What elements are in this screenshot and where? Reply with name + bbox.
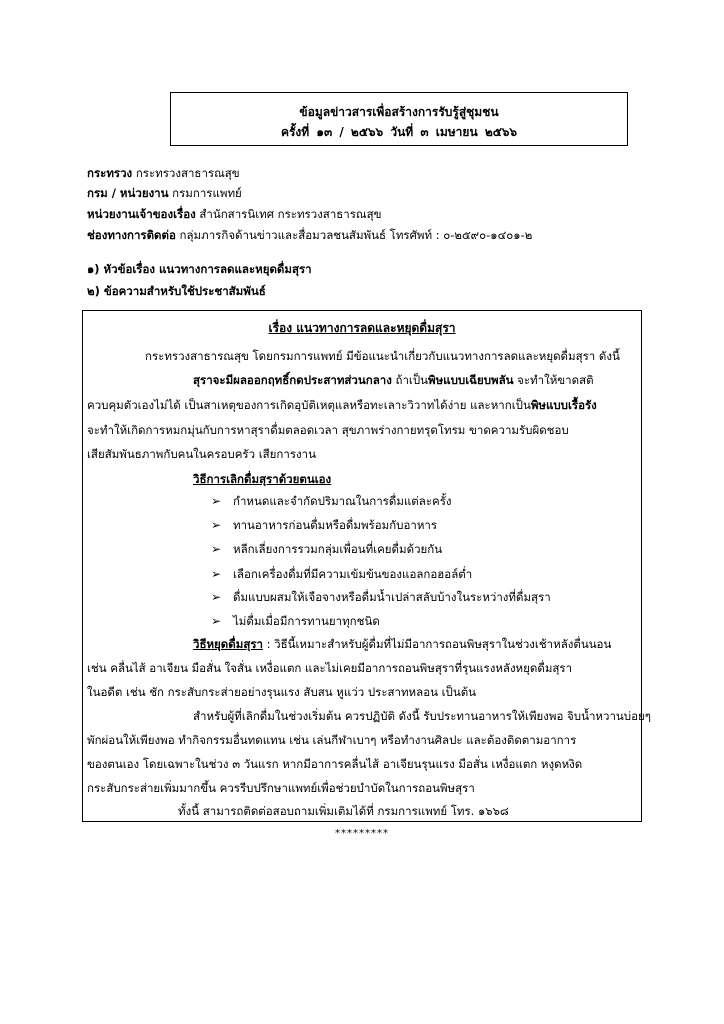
- arrow-bullet-icon: ➢: [211, 567, 222, 581]
- content-box: [82, 310, 651, 822]
- arrow-bullet-icon: ➢: [211, 542, 222, 556]
- para1-mid: ถ้าเป็น: [391, 373, 429, 387]
- meta-contact-label: ช่องทางการติดต่อ: [87, 228, 176, 242]
- bullet-item: ➢ เลือกเครื่องดื่มที่มีความเข้มข้นของแอลกอฮอล์ต่ำ: [211, 567, 473, 581]
- header-issue-date: ครั้งที่ ๑๓ / ๒๕๖๖ วันที่ ๓ เมษายน ๒๕๖๖: [280, 125, 518, 139]
- bullet-item: ➢ หลีกเลี่ยงการรวมกลุ่มเพื่อนที่เคยดื่มด้วยกัน: [211, 542, 443, 556]
- topic-2: ๒) ข้อความสำหรับใช้ประชาสัมพันธ์: [87, 284, 266, 298]
- para1-line3: [87, 397, 597, 415]
- para1-bold-chronic: พิษแบบเรื้อรัง: [530, 398, 597, 412]
- arrow-bullet-icon: ➢: [211, 614, 222, 628]
- header-title: ข้อมูลข่าวสารเพื่อสร้างการรับรู้สู่ชุมชน: [299, 105, 499, 119]
- closing-line: ทั้งนี้ สามารถติดต่อสอบถามเพิ่มเติมได้ที่ กรมการแพทย์ โทร. ๑๖๖๘: [178, 804, 509, 818]
- stop-line3: ในอดีต เช่น ชัก กระสับกระส่ายอย่างรุนแรง สับสน หูแว่ว ประสาทหลอน เป็นต้น: [87, 685, 477, 699]
- stop-line1-text: : วิธีนี้เหมาะสำหรับผู้ดื่มที่ไม่มีอาการถอนพิษสุราในช่วงเช้าหลังตื่นนอน: [262, 637, 612, 651]
- para3-line3: ของตนเอง โดยเฉพาะในช่วง ๓ วันแรก หากมีอาการคลื่นไส้ อาเจียนรุนแรง มือสั่น เหงื่อแตก หงุดหงิด: [87, 757, 583, 771]
- para1-line1: กระทรวงสาธารณสุข โดยกรมการแพทย์ มีข้อแนะนำเกี่ยวกับแนวทางการลดและหยุดดื่มสุรา ดังนี้: [145, 349, 620, 363]
- stop-heading: วิธีหยุดดื่มสุรา: [193, 637, 263, 651]
- bullet-item: ➢ ทานอาหารก่อนดื่มหรือดื่มพร้อมกับอาหาร: [211, 518, 438, 532]
- bullet-item: ➢ ไม่ดื่มเมื่อมีการทานยาทุกชนิด: [211, 614, 380, 628]
- arrow-bullet-icon: ➢: [211, 494, 222, 508]
- document-header-box: [170, 92, 628, 146]
- meta-contact-value: กลุ่มภารกิจด้านข่าวและสื่อมวลชนสัมพันธ์ โทรศัพท์ : ๐-๒๕๙๐-๑๔๐๑-๒: [179, 228, 533, 242]
- para1-end: จะทำให้ขาดสติ: [513, 373, 594, 387]
- para1-line2: [193, 372, 594, 390]
- meta-dept: [87, 185, 242, 203]
- arrow-bullet-icon: ➢: [211, 518, 222, 532]
- stop-line1: [193, 636, 611, 654]
- para3-line2: พักผ่อนให้เพียงพอ ทำกิจกรรมอื่นทดแทน เช่น เล่นกีฬาเบาๆ หรือทำงานศิลปะ และต้องติดตามอาการ: [87, 733, 577, 747]
- meta-ministry: [87, 165, 240, 183]
- meta-ministry-value: กระทรวงสาธารณสุข: [135, 166, 240, 180]
- para1-line4: จะทำให้เกิดการหมกมุ่นกับการหาสุราดื่มตลอดเวลา สุขภาพร่างกายทรุดโทรม ขาดความรับผิดชอบ: [87, 423, 569, 437]
- content-title: เรื่อง แนวทางการลดและหยุดดื่มสุรา: [268, 321, 456, 335]
- para3-line4: กระสับกระส่ายเพิ่มมากขึ้น ควรรีบปรึกษาแพทย์เพื่อช่วยบำบัดในการถอนพิษสุรา: [87, 781, 475, 795]
- meta-contact: [87, 227, 532, 245]
- arrow-bullet-icon: ➢: [211, 590, 222, 604]
- meta-ministry-label: กระทรวง: [87, 166, 133, 180]
- meta-dept-label: กรม / หน่วยงาน: [87, 186, 169, 200]
- meta-owner: [87, 206, 381, 224]
- meta-owner-value: สำนักสารนิเทศ กระทรวงสาธารณสุข: [199, 207, 382, 221]
- para3-line1: สำหรับผู้ที่เลิกดื่มในช่วงเริ่มต้น ควรปฏิบัติ ดังนี้ รับประทานอาหารให้เพียงพอ จิบน้ำหวานบ่อยๆ: [193, 709, 651, 723]
- meta-dept-value: กรมการแพทย์: [172, 186, 242, 200]
- stop-line2: เช่น คลื่นไส้ อาเจียน มือสั่น ใจสั่น เหงื่อแตก และไม่เคยมีอาการถอนพิษสุราที่รุนแรงหลังหยุดดื่มสุรา: [87, 661, 573, 675]
- bullet-item: ➢ กำหนดและจำกัดปริมาณในการดื่มแต่ละครั้ง: [211, 494, 452, 508]
- para1-line3-text: ควบคุมตัวเองไม่ได้ เป็นสาเหตุของการเกิดอุบัติเหตุแลหรือทะเลาะวิวาทได้ง่าย และหากเป็น: [87, 398, 531, 412]
- self-quit-heading: วิธีการเลิกดื่มสุราด้วยตนเอง: [193, 472, 332, 486]
- para1-bold-acute: พิษแบบเฉียบพลัน: [428, 373, 514, 387]
- bullet-item: ➢ ดื่มแบบผสมให้เจือจางหรือดื่มน้ำเปล่าสลับบ้างในระหว่างที่ดื่มสุรา: [211, 590, 551, 604]
- end-marker: *********: [335, 828, 389, 839]
- topic-1: ๑) หัวข้อเรื่อง แนวทางการลดและหยุดดื่มสุรา: [87, 262, 312, 276]
- para1-bold-cns: สุราจะมีผลออกฤทธิ์กดประสาทส่วนกลาง: [193, 373, 392, 387]
- meta-owner-label: หน่วยงานเจ้าของเรื่อง: [87, 207, 196, 221]
- para1-line5: เสียสัมพันธภาพกับคนในครอบครัว เสียการงาน: [87, 447, 316, 461]
